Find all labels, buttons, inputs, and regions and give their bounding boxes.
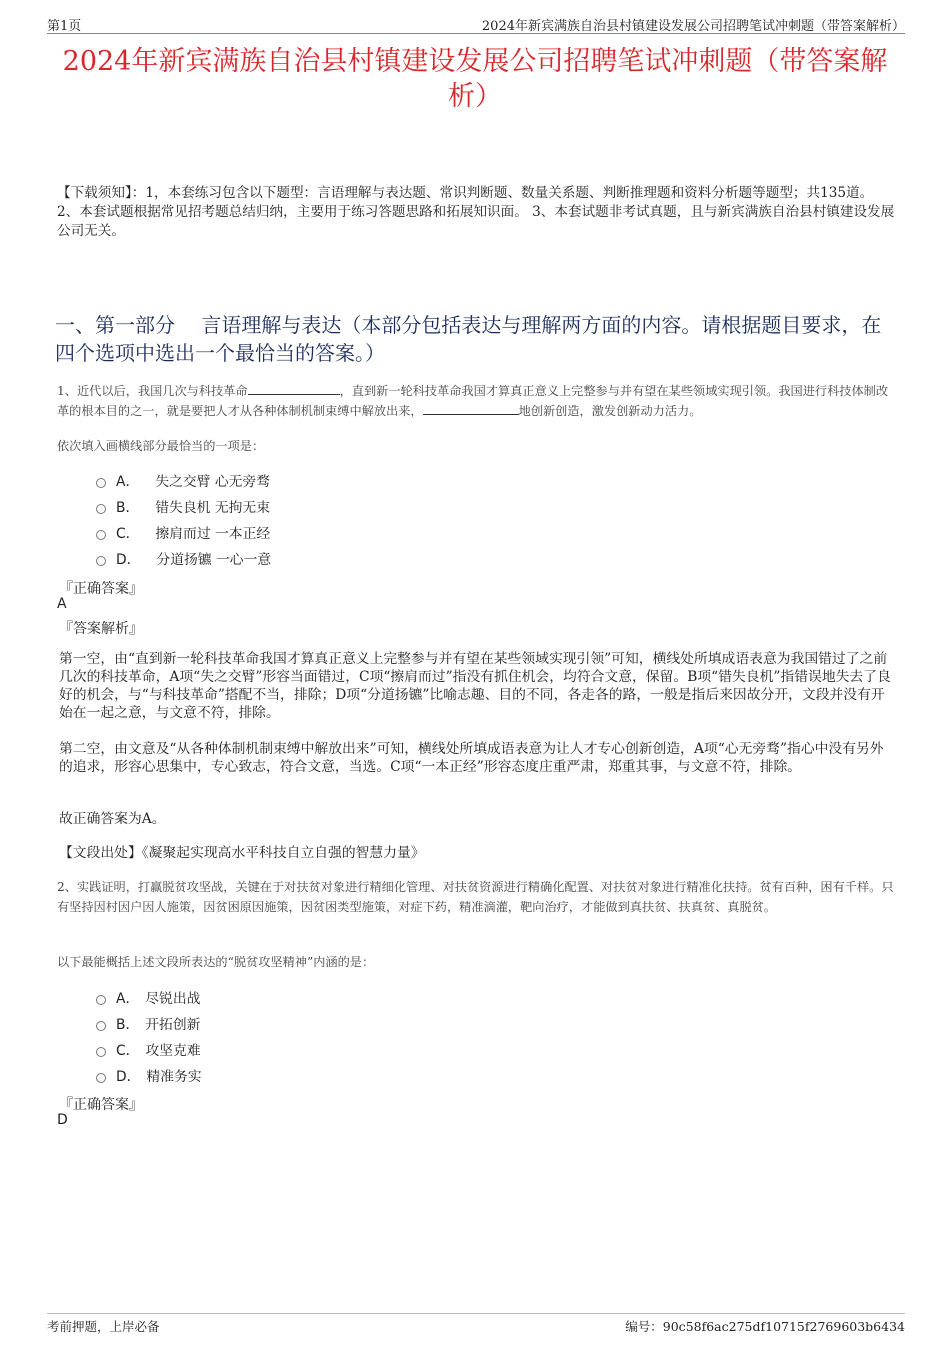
radio-icon[interactable] (96, 478, 106, 488)
document-title: 2024年新宾满族自治县村镇建设发展公司招聘笔试冲刺题（带答案解析） (62, 46, 888, 112)
question-1-prompt: 依次填入画横线部分最恰当的一项是： (57, 439, 265, 453)
option-b[interactable]: B． 开拓创新 (96, 1010, 202, 1036)
section-title: 一、第一部分 言语理解与表达（本部分包括表达与理解两方面的内容。请根据题目要求，在四个选项中选出一个最恰当的答案。） (55, 313, 882, 365)
radio-icon[interactable] (96, 530, 106, 540)
question-2-prompt: 以下最能概括上述文段所表达的“脱贫攻坚精神”内涵的是： (57, 955, 375, 969)
radio-icon[interactable] (96, 556, 106, 566)
radio-icon[interactable] (96, 1047, 106, 1057)
radio-icon[interactable] (96, 504, 106, 514)
footer-slogan: 考前押题，上岸必备 (47, 1319, 160, 1334)
option-c[interactable]: C． 擦肩而过 一本正经 (96, 519, 271, 545)
option-a[interactable]: A． 尽锐出战 (96, 984, 202, 1010)
fill-blank-1 (248, 382, 340, 395)
option-a[interactable]: A． 失之交臂 心无旁骛 (96, 467, 271, 493)
answer-tag: 『正确答案』 (59, 1097, 143, 1113)
radio-icon[interactable] (96, 1073, 106, 1083)
source-citation: 【文段出处】《凝聚起实现高水平科技自立自强的智慧力量》 (59, 845, 425, 861)
radio-icon[interactable] (96, 1021, 106, 1031)
option-b[interactable]: B． 错失良机 无拘无束 (96, 493, 271, 519)
question-1-options (96, 467, 271, 571)
fill-blank-2 (423, 402, 519, 415)
analysis-tag: 『答案解析』 (59, 621, 143, 637)
question-1-stem: 1、近代以后，我国几次与科技革命 ，直到新一轮科技革命我国才算真正意义上完整参与并有望在某些领域实现引领。我国进行科技体制改革的根本目的之一，就是要把人才从各种体制机制束缚中解放出来， 地创新创造，激发创新动力活力。 (57, 384, 889, 418)
radio-icon[interactable] (96, 995, 106, 1005)
question-2-stem: 2、实践证明，打赢脱贫攻坚战，关键在于对扶贫对象进行精细化管理、对扶贫资源进行精确化配置、对扶贫对象进行精准化扶持。贫有百种，困有千样。只有坚持因村因户因人施策，因贫困原因施策，因贫困类型施策，对症下药，精准滴灌，靶向治疗，才能做到真扶贫、扶真贫、真脱贫。 (57, 880, 894, 914)
option-d[interactable]: D． 精准务实 (96, 1062, 202, 1088)
page-number: 第1页 (47, 19, 82, 34)
option-c[interactable]: C． 攻坚克难 (96, 1036, 202, 1062)
analysis-conclusion: 故正确答案为A。 (59, 811, 166, 827)
option-d[interactable]: D． 分道扬镳 一心一意 (96, 545, 271, 571)
answer-value: D (57, 1112, 68, 1128)
page-header (47, 13, 905, 34)
document-id: 编号：90c58f6ac275df10715f2769603b6434 (625, 1319, 905, 1334)
page-footer (47, 1313, 905, 1334)
header-doc-title: 2024年新宾满族自治县村镇建设发展公司招聘笔试冲刺题（带答案解析） (481, 19, 905, 34)
answer-tag: 『正确答案』 (59, 581, 143, 597)
question-2-options (96, 984, 202, 1088)
download-notice: 【下载须知】：1，本套练习包含以下题型：言语理解与表达题、常识判断题、数量关系题、判断推理题和资料分析题等题型；共135道。 2、本套试题根据常见招考题总结归纳，主要用于练习答题思路和拓展知识面。 3、本套试题非考试真题，且与新宾满族自治县村镇建设发展公司无关。 (57, 185, 895, 239)
analysis-paragraph-1: 第一空，由“直到新一轮科技革命我国才算真正意义上完整参与并有望在某些领域实现引领”可知，横线处所填成语表意为我国错过了之前几次的科技革命，A项“失之交臂”形容当面错过，C项“擦肩而过”指没有抓住机会，均符合文意，保留。B项“错失良机”指错误地失去了良好的机会，与“与科技革命”搭配不当，排除；D项“分道扬镳”比喻志趣、目的不同，各走各的路，一般是指后来因故分开，文段并没有开始在一起之意，与文意不符，排除。 (59, 651, 891, 721)
analysis-paragraph-2: 第二空，由文意及“从各种体制机制束缚中解放出来”可知，横线处所填成语表意为让人才专心创新创造，A项“心无旁骛”指心中没有另外的追求，形容心思集中，专心致志，符合文意，当选。C项“一本正经”形容态度庄重严肃，郑重其事，与文意不符，排除。 (59, 741, 884, 775)
answer-value: A (57, 596, 67, 612)
